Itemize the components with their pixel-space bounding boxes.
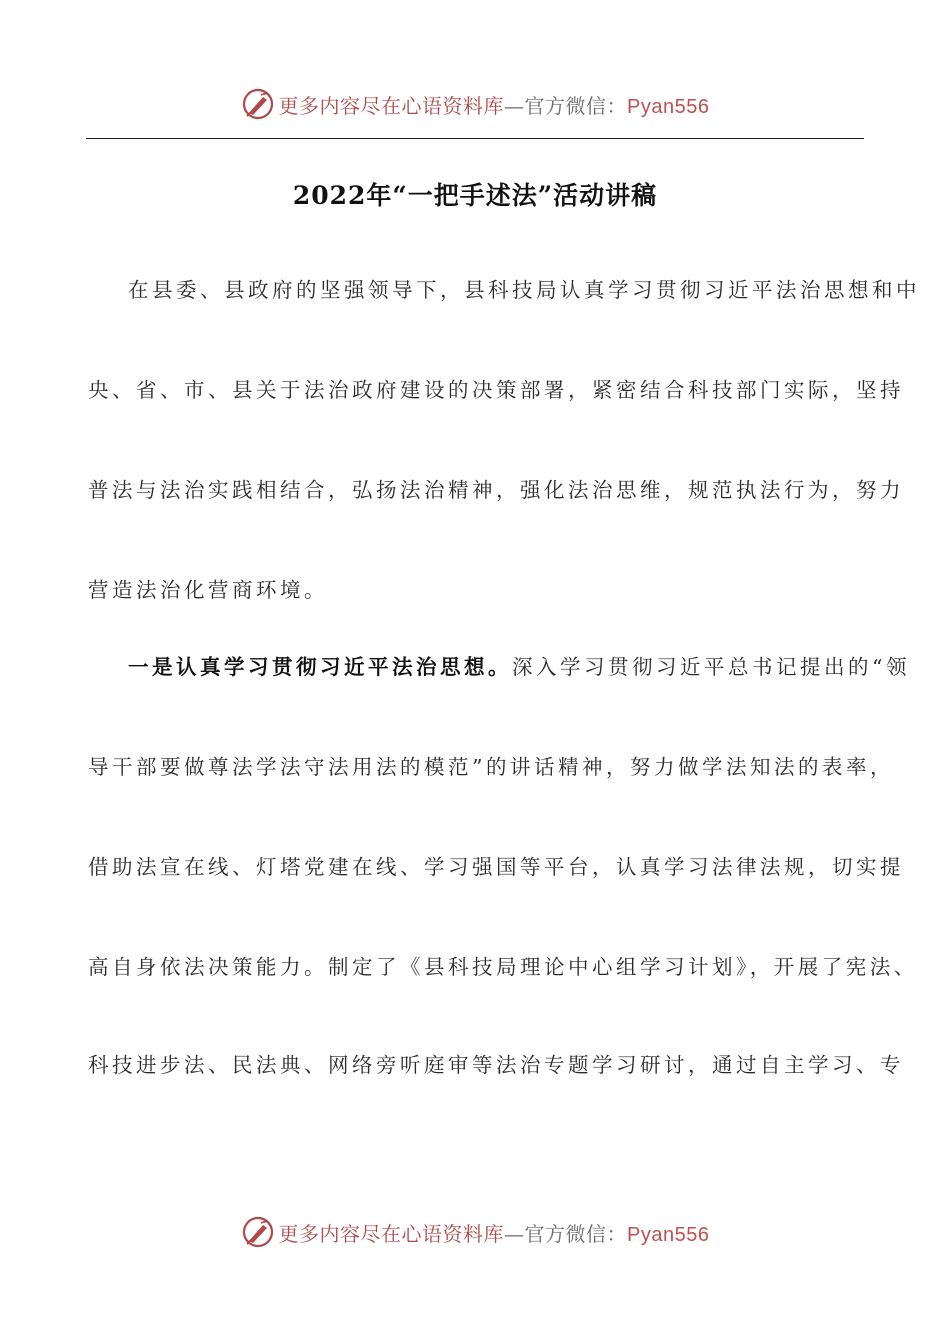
paragraph-line: 导干部要做尊法学法守法用法的模范”的讲话精神，努力做学法知法的表率， — [88, 755, 894, 779]
pen-logo-icon — [241, 87, 275, 121]
document-title: 2022年“一把手述法”活动讲稿 — [292, 181, 658, 210]
paragraph-line: 央、省、市、县关于法治政府建设的决策部署，紧密结合科技部门实际，坚持 — [88, 378, 904, 402]
paragraph-line: 高自身依法决策能力。制定了《县科技局理论中心组学习计划》，开展了宪法、 — [88, 955, 918, 979]
header-banner-text: 更多内容尽在心语资料库—官方微信：Pyan556 — [278, 93, 710, 118]
paragraph-line: 借助法宣在线、灯塔党建在线、学习强国等平台，认真学习法律法规，切实提 — [88, 855, 904, 879]
paragraph-line: 营造法治化营商环境。 — [88, 578, 328, 602]
header-divider — [86, 138, 864, 139]
footer-banner-text: 更多内容尽在心语资料库—官方微信：Pyan556 — [278, 1221, 710, 1246]
paragraph-line: 在县委、县政府的坚强领导下，县科技局认真学习贯彻习近平法治思想和中 — [128, 278, 920, 302]
header-banner — [0, 84, 950, 124]
paragraph-line: 普法与法治实践相结合，弘扬法治精神，强化法治思维，规范执法行为，努力 — [88, 478, 904, 502]
paragraph-line: 一是认真学习贯彻习近平法治思想。深入学习贯彻习近平总书记提出的“领 — [128, 655, 910, 679]
section-heading: 一是认真学习贯彻习近平法治思想。 — [128, 655, 512, 679]
pen-logo-icon — [241, 1215, 275, 1249]
paragraph-line: 科技进步法、民法典、网络旁听庭审等法治专题学习研讨，通过自主学习、专 — [88, 1053, 904, 1077]
footer-banner — [0, 1212, 950, 1252]
